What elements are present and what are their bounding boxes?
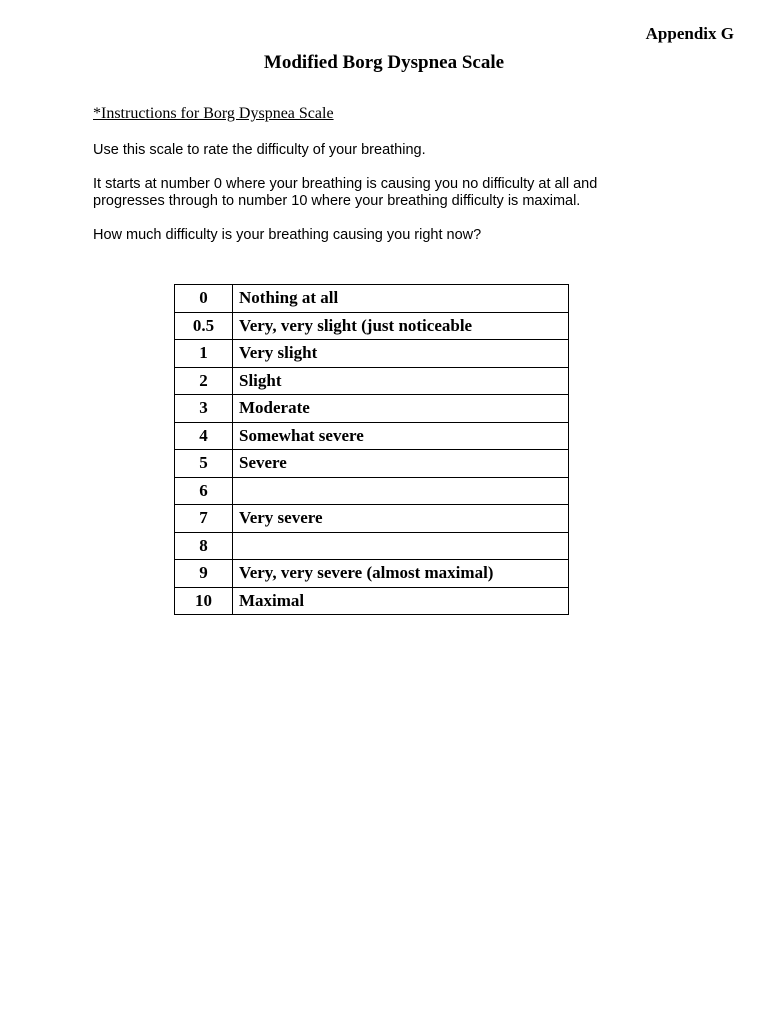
scale-description: Nothing at all [233, 285, 569, 313]
scale-description: Very severe [233, 505, 569, 533]
scale-value: 10 [175, 587, 233, 615]
scale-value: 0.5 [175, 312, 233, 340]
table-row [175, 505, 569, 533]
scale-description: Very slight [233, 340, 569, 368]
scale-description: Maximal [233, 587, 569, 615]
page-title: Modified Borg Dyspnea Scale [263, 52, 505, 73]
instruction-scale-range [93, 176, 597, 210]
instruction-scale-range-line2: progresses through to number 10 where your breathing difficulty is maximal. [93, 193, 581, 209]
scale-value: 2 [175, 367, 233, 395]
table-row [175, 340, 569, 368]
table-row [175, 532, 569, 560]
table-row [175, 587, 569, 615]
scale-value: 6 [175, 477, 233, 505]
borg-scale-table [174, 284, 569, 615]
scale-description: Moderate [233, 395, 569, 423]
table-row [175, 560, 569, 588]
scale-value: 3 [175, 395, 233, 423]
scale-value: 8 [175, 532, 233, 560]
scale-description: Slight [233, 367, 569, 395]
scale-description: Severe [233, 450, 569, 478]
scale-description: Very, very slight (just noticeable [233, 312, 569, 340]
table-row [175, 367, 569, 395]
scale-value: 0 [175, 285, 233, 313]
table-row [175, 312, 569, 340]
instruction-rate-scale: Use this scale to rate the difficulty of your breathing. [93, 142, 426, 158]
instructions-heading: *Instructions for Borg Dyspnea Scale [93, 105, 334, 122]
table-row [175, 285, 569, 313]
table-row [175, 477, 569, 505]
scale-value: 4 [175, 422, 233, 450]
scale-description: Very, very severe (almost maximal) [233, 560, 569, 588]
scale-value: 5 [175, 450, 233, 478]
table-row [175, 395, 569, 423]
scale-value: 1 [175, 340, 233, 368]
scale-value: 7 [175, 505, 233, 533]
scale-description [233, 532, 569, 560]
scale-description [233, 477, 569, 505]
table-row [175, 450, 569, 478]
appendix-label: Appendix G [645, 24, 734, 43]
instruction-question: How much difficulty is your breathing causing you right now? [93, 227, 482, 243]
scale-description: Somewhat severe [233, 422, 569, 450]
scale-value: 9 [175, 560, 233, 588]
table-row [175, 422, 569, 450]
instruction-scale-range-line1: It starts at number 0 where your breathing is causing you no difficulty at all and [93, 176, 598, 192]
